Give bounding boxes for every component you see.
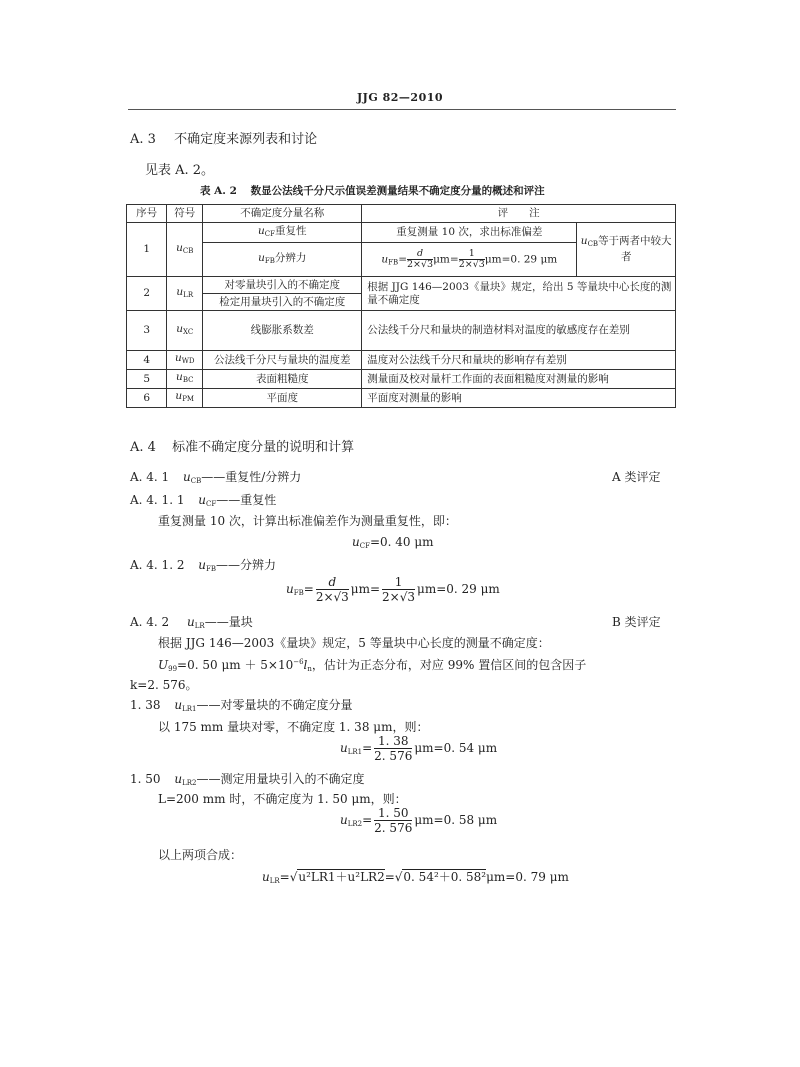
section-a3-heading xyxy=(130,128,317,147)
page-header: JJG 82—2010 xyxy=(356,91,444,104)
component-name: 线膨胀系数差 xyxy=(203,311,362,351)
paragraph: 根据 JJG 146—2003《量块》规定，5 等量块中心长度的测量不确定度： xyxy=(158,636,550,650)
table-row xyxy=(127,351,676,370)
row-symbol: $u_{WD}$ xyxy=(167,351,203,370)
row-symbol: $u_{PM}$ xyxy=(167,389,203,408)
header-cell: 符号 xyxy=(167,205,203,223)
table-caption-number: 表 A. 2 xyxy=(200,185,237,197)
section-title: ——测定用量块引入的不确定度 xyxy=(196,772,365,786)
equation: $u_{CF}=0$. 40 μm xyxy=(352,535,434,550)
section-a42-heading: A. 4. 2 $u_{LR}——$量块 xyxy=(130,615,253,630)
component-name: 表面粗糙度 xyxy=(203,370,362,389)
paragraph: $U_{99}=0$. 50 $\mu m + 5\times 10^{-6}l_n$，估计为正态分布，对应 99% 置信区间的包含因子 xyxy=(158,658,587,673)
row-symbol: $u_{CB}$ xyxy=(167,223,203,277)
header-cell: 序号 xyxy=(127,205,167,223)
resolution-formula: $u_{FB}=$ $\frac{d}{2\times√3}$ μm= $\frac{1}{2\times√3}$ μm=0. 29 μm xyxy=(362,243,577,277)
equation: $u_{LR1}=$ $\frac{1. 38}{2. 576}$ μm=0. 54 μm xyxy=(340,734,498,763)
row-symbol: $u_{LR}$ xyxy=(167,277,203,311)
component-comment: 测量面及校对量杆工作面的表面粗糙度对测量的影响 xyxy=(362,370,676,389)
section-a421-heading: 1. 38 $u_{LR1}——$对零量块的不确定度分量 xyxy=(130,698,353,713)
section-title: 不确定度来源列表和讨论 xyxy=(174,132,318,147)
section-title: ——重复性 xyxy=(216,493,277,507)
header-cell: 不确定度分量名称 xyxy=(203,205,362,223)
section-number: A. 4 xyxy=(130,440,156,455)
combined-note: $u_{CB}$等于两者中较大者 xyxy=(577,223,676,277)
component-name: 公法线千分尺与量块的温度差 xyxy=(203,351,362,370)
section-title: ——对零量块的不确定度分量 xyxy=(196,698,353,712)
table-caption-text: 数显公法线千分尺示值误差测量结果不确定度分量的概述和评注 xyxy=(250,185,545,197)
section-a422-heading: 1. 50 $u_{LR2}——$测定用量块引入的不确定度 xyxy=(130,772,365,787)
component-name: $u_{FB}$分辨力 xyxy=(203,243,362,277)
section-title: ——量块 xyxy=(204,615,253,629)
section-a411-heading: A. 4. 1. 1 $u_{CF}——$重复性 xyxy=(130,493,277,508)
paragraph: 重复测量 10 次，计算出标准偏差作为测量重复性，即： xyxy=(158,514,457,528)
table-row xyxy=(127,223,676,243)
section-a41-heading: A. 4. 1 $u_{CB}——$重复性/分辨力 xyxy=(130,470,302,485)
header-rule xyxy=(128,109,676,110)
component-name: $u_{CF}$重复性 xyxy=(203,223,362,243)
component-comment: 平面度对测量的影响 xyxy=(362,389,676,408)
row-symbol: $u_{XC}$ xyxy=(167,311,203,351)
section-a4-heading xyxy=(130,436,354,455)
section-number: 1. 38 xyxy=(130,698,161,712)
table-row xyxy=(127,311,676,351)
component-comment: 重复测量 10 次，求出标准偏差 xyxy=(362,223,577,243)
section-number: A. 4. 1. 1 xyxy=(130,493,185,507)
see-table-text: 见表 A. 2。 xyxy=(145,163,215,178)
row-number: 3 xyxy=(127,311,167,351)
component-comment: 温度对公法线千分尺和量块的影响存有差别 xyxy=(362,351,676,370)
equation: $u_{FB}=$ $\frac{d}{2\times√3}$ μm= $\frac{1}{2\times√3}$ μm=0. 29 μm xyxy=(286,575,500,604)
paragraph: L=200 mm 时，不确定度为 1. 50 μm，则： xyxy=(158,792,407,806)
component-name: 对零量块引入的不确定度 xyxy=(203,277,362,294)
section-title: ——分辨力 xyxy=(216,558,277,572)
section-number: A. 4. 1. 2 xyxy=(130,558,185,572)
table-caption xyxy=(200,183,545,198)
paragraph: 以 175 mm 量块对零，不确定度 1. 38 μm，则： xyxy=(158,720,429,734)
uncertainty-table xyxy=(126,204,676,408)
row-number: 4 xyxy=(127,351,167,370)
component-comment: 根据 JJG 146—2003《量块》规定，给出 5 等量块中心长度的测量不确定度 xyxy=(362,277,676,311)
row-number: 1 xyxy=(127,223,167,277)
table-row xyxy=(127,389,676,408)
table-row xyxy=(127,370,676,389)
table-header-row xyxy=(127,205,676,223)
table-row xyxy=(127,277,676,294)
row-symbol: $u_{BC}$ xyxy=(167,370,203,389)
paragraph: k=2. 576。 xyxy=(130,678,198,692)
section-number: A. 3 xyxy=(130,132,156,147)
component-comment: 公法线千分尺和量块的制造材料对温度的敏感度存在差别 xyxy=(362,311,676,351)
section-number: A. 4. 2 xyxy=(130,615,170,629)
section-a412-heading: A. 4. 1. 2 $u_{FB}——$分辨力 xyxy=(130,558,277,573)
section-number: A. 4. 1 xyxy=(130,470,170,484)
evaluation-type-b: B 类评定 xyxy=(612,615,661,629)
evaluation-type-a: A 类评定 xyxy=(612,470,661,484)
row-number: 6 xyxy=(127,389,167,408)
section-title: ——重复性/分辨力 xyxy=(201,470,302,484)
equation: $u_{LR2}=$ $\frac{1. 50}{2. 576}$ μm=0. 58 μm xyxy=(340,806,498,835)
header-cell: 评 注 xyxy=(362,205,676,223)
component-name: 检定用量块引入的不确定度 xyxy=(203,294,362,311)
component-name: 平面度 xyxy=(203,389,362,408)
row-number: 5 xyxy=(127,370,167,389)
row-number: 2 xyxy=(127,277,167,311)
section-title: 标准不确定度分量的说明和计算 xyxy=(172,440,355,455)
paragraph: 以上两项合成： xyxy=(158,848,243,862)
section-number: 1. 50 xyxy=(130,772,161,786)
equation: $u_{LR}=√u^2LR1+u^2LR2=√0$. 54²＋0. 58²μm=0. 79 μm xyxy=(262,870,569,885)
